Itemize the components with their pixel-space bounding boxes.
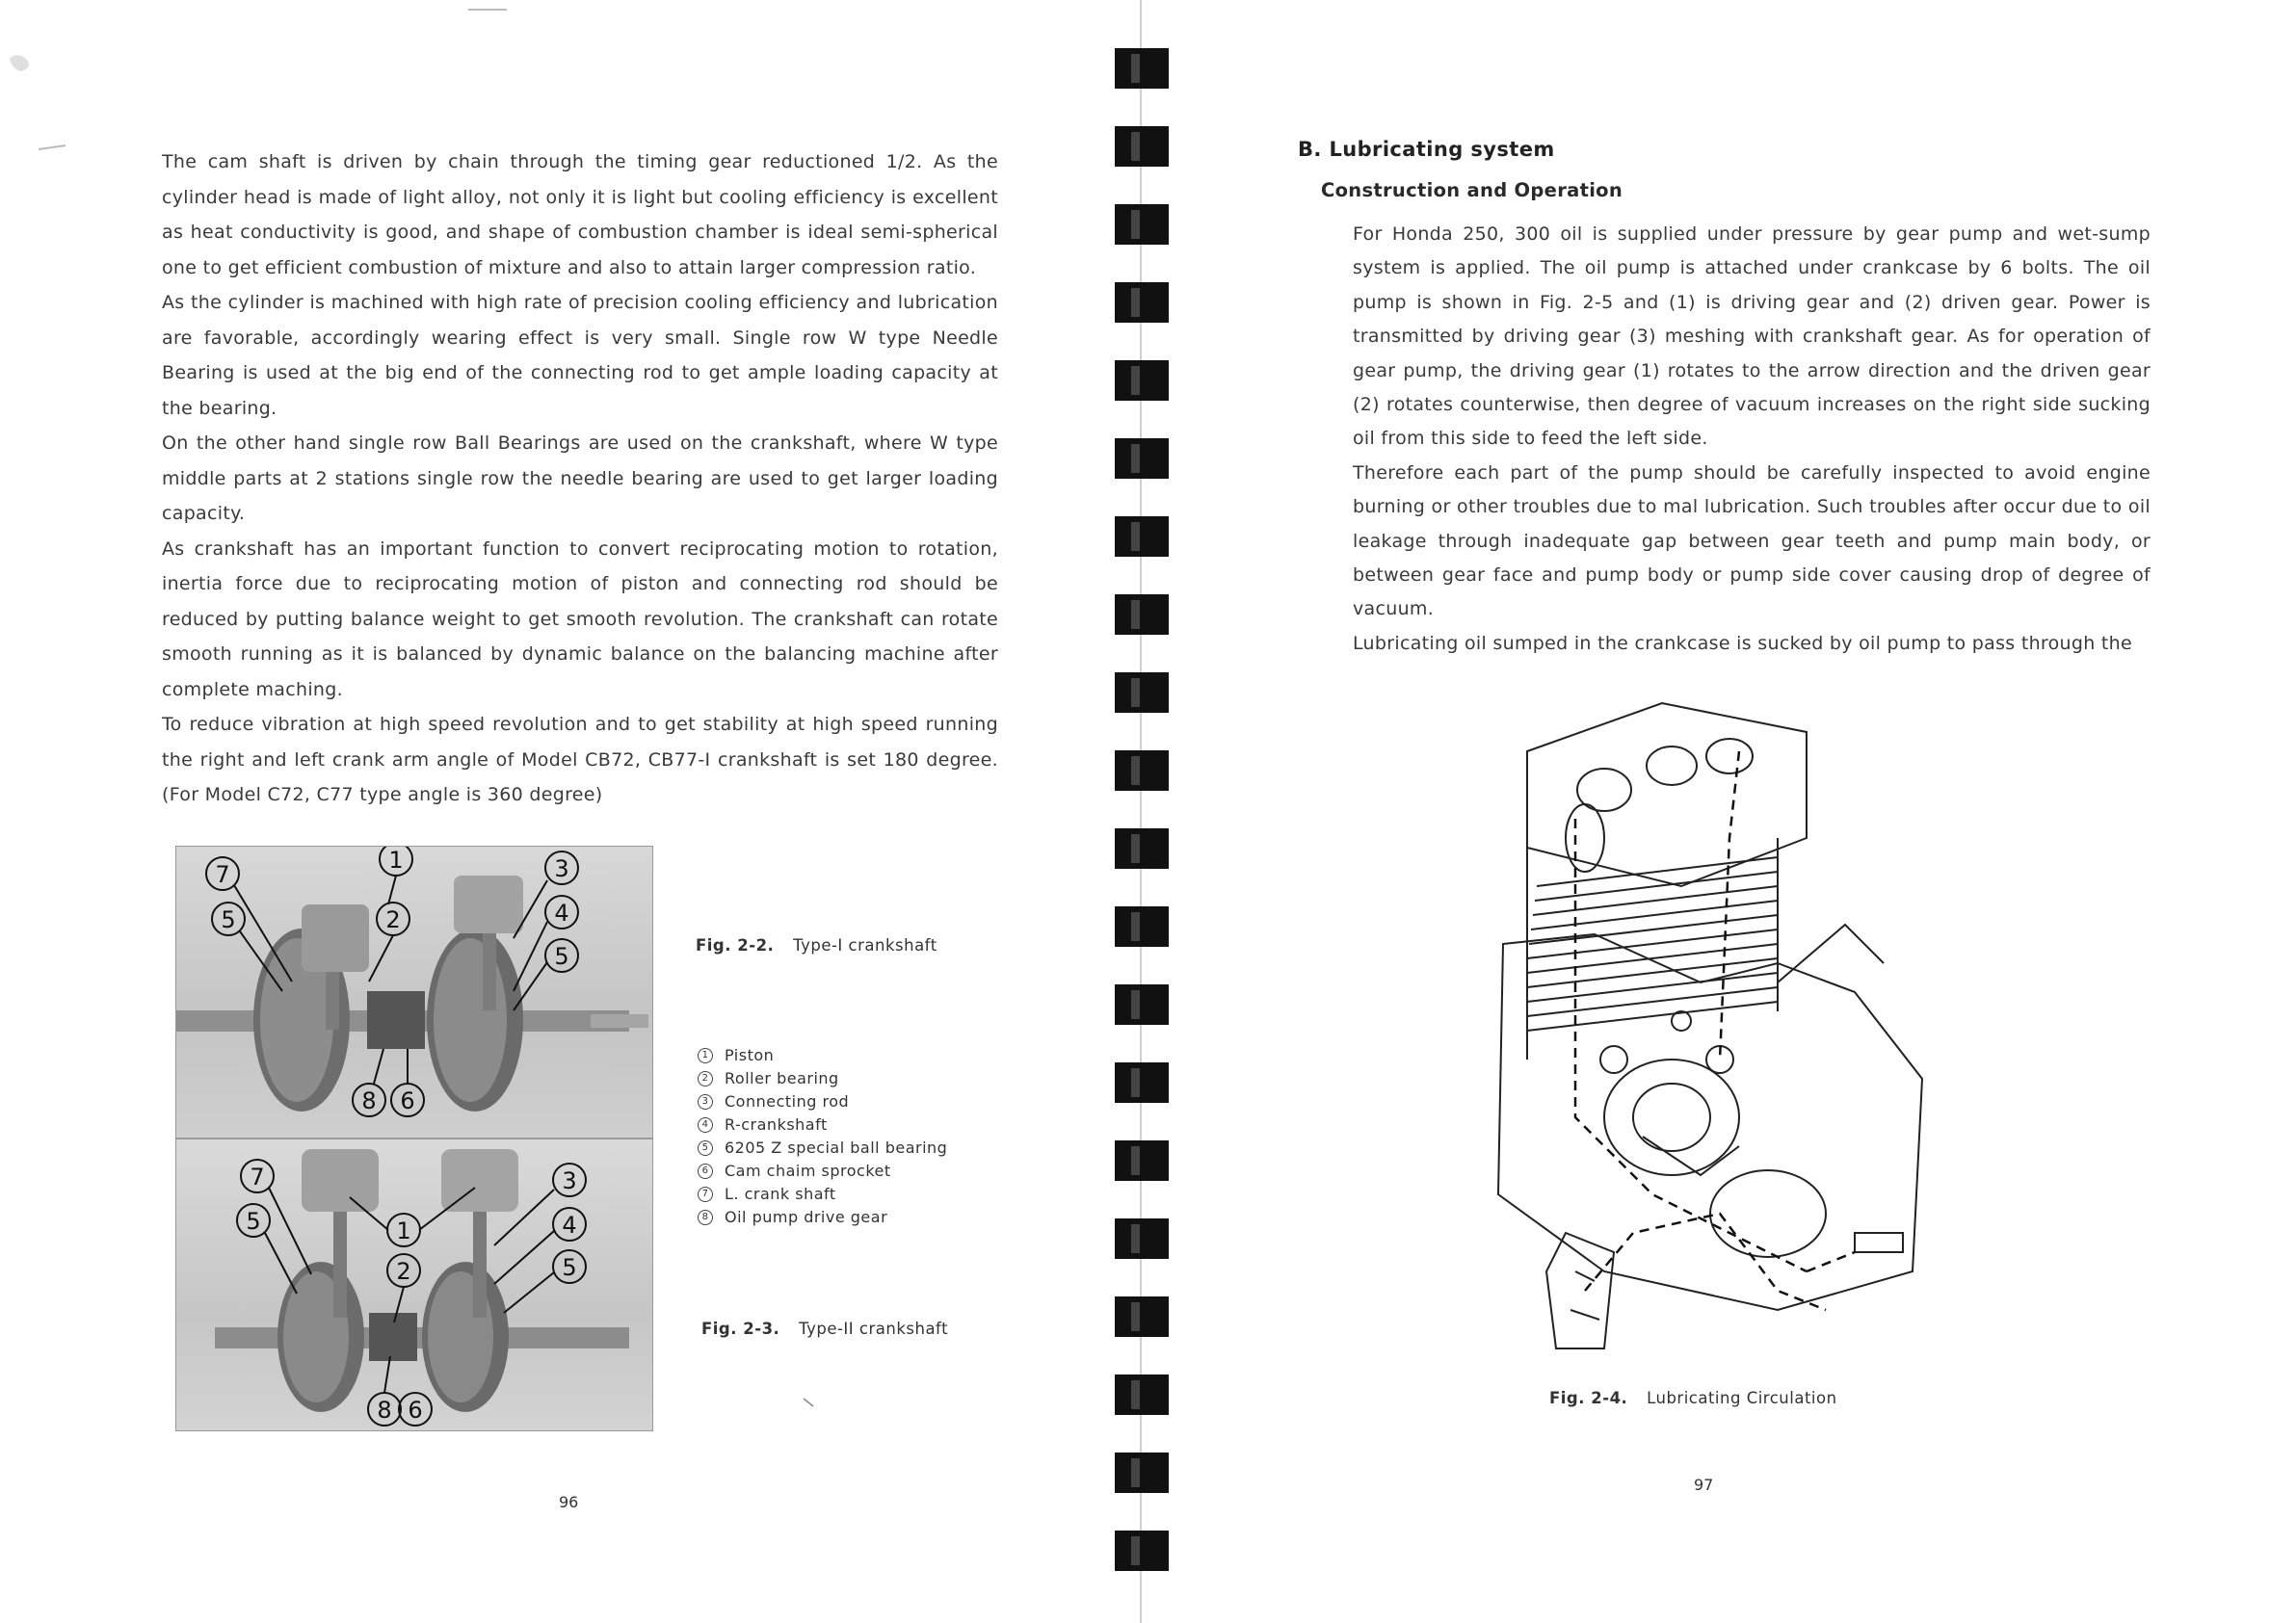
fig-2-4-text: Lubricating Circulation (1647, 1389, 1837, 1407)
right-page-number: 97 (1694, 1476, 1714, 1494)
callout-1b: 1 (396, 1217, 411, 1244)
fig-2-3-number: Fig. 2-3. (701, 1320, 780, 1338)
left-paragraph-1: The cam shaft is driven by chain through the timing gear reductioned 1/2. As the cylinder head is made of light alloy, not only it is light but cooling efficiency is excellent as heat conductivity is good, and shape of combustion chamber is ideal semi-spherical one to get efficient combustion of mixture and also to attain larger compression ratio. (162, 151, 998, 278)
legend-label: Cam chaim sprocket (725, 1162, 891, 1180)
callout-4: 4 (554, 900, 569, 927)
callout-5d: 5 (562, 1254, 577, 1281)
right-paragraph-3: Lubricating oil sumped in the crankcase is sucked by oil pump to pass through the (1353, 632, 2132, 654)
left-paragraph-4: As crankshaft has an important function to convert reciprocating motion to rotation, inertia force due to reciprocating motion of piston and connecting rod should be reduced by putting balance weight to get smooth revolution. The crankshaft can rotate smooth running as it is balanced by dynamic balance on the balancing machine after complete maching. (162, 537, 998, 700)
fig-2-4-caption (1549, 1389, 1837, 1407)
callout-7: 7 (215, 861, 230, 888)
type2-callouts (176, 1139, 652, 1430)
legend-number: 7 (698, 1187, 713, 1202)
fig-2-2-caption (696, 936, 937, 955)
callout-5c: 5 (246, 1208, 261, 1235)
right-paragraph-2: Therefore each part of the pump should be carefully inspected to avoid engine burning or other troubles due to mal lubrication. Such troubles after occur due to oil leakage through inadequate gap between gear teeth and pump main body, or between gear face and pump body or pump side cover causing drop of degree of vacuum. (1353, 461, 2151, 620)
type1-callouts (176, 847, 652, 1138)
crankshaft-type1-photo (175, 846, 653, 1139)
legend-item (698, 1113, 947, 1137)
legend-number: 3 (698, 1094, 713, 1110)
callout-4b: 4 (562, 1212, 577, 1239)
legend-label: Oil pump drive gear (725, 1208, 888, 1226)
legend-label: 6205 Z special ball bearing (725, 1139, 948, 1157)
crankshaft-type2-photo (175, 1139, 653, 1431)
legend-item (698, 1044, 947, 1067)
legend-label: Piston (725, 1046, 775, 1064)
fig-2-4-number: Fig. 2-4. (1549, 1389, 1628, 1407)
fig-2-3-text: Type-II crankshaft (799, 1320, 949, 1338)
legend-number: 6 (698, 1164, 713, 1179)
left-paragraph-3: On the other hand single row Ball Bearings are used on the crankshaft, where W type middle parts at 2 stations single row the needle bearing are used to get larger loading capacity. (162, 432, 998, 524)
legend-label: R-crankshaft (725, 1115, 828, 1134)
section-subheading: Construction and Operation (1321, 179, 1623, 201)
fig-2-2-text: Type-I crankshaft (793, 936, 937, 955)
scan-smudge (0, 0, 77, 173)
crankshaft-parts-legend (698, 1044, 947, 1229)
legend-number: 4 (698, 1117, 713, 1133)
callout-8: 8 (361, 1087, 377, 1114)
legend-label: Roller bearing (725, 1069, 839, 1087)
callout-5: 5 (221, 906, 236, 933)
lubrication-circulation-diagram (1489, 694, 1927, 1358)
callout-1: 1 (388, 847, 404, 874)
legend-item (698, 1206, 947, 1229)
legend-number: 2 (698, 1071, 713, 1086)
scan-mark-top (468, 0, 526, 15)
legend-item (698, 1067, 947, 1090)
left-paragraph-5: To reduce vibration at high speed revolution and to get stability at high speed running the right and left crank arm angle of Model CB72, CB77-I crankshaft is set 180 degree. (For Model C72, C77 type angle is 360 degree) (162, 714, 998, 805)
legend-number: 8 (698, 1210, 713, 1225)
right-body-text (1353, 218, 2151, 661)
section-heading: B. Lubricating system (1298, 138, 1555, 161)
left-paragraph-2: As the cylinder is machined with high rate of precision cooling efficiency and lubrication are favorable, accordingly wearing effect is very small. Single row W type Needle Bearing is used at the big end of the connecting rod to get ample loading capacity at the bearing. (162, 292, 998, 419)
left-page-number: 96 (559, 1493, 579, 1511)
legend-item (698, 1090, 947, 1113)
legend-number: 1 (698, 1048, 713, 1063)
callout-6b: 6 (408, 1397, 423, 1424)
callout-2: 2 (385, 906, 401, 933)
right-paragraph-1: For Honda 250, 300 oil is supplied under pressure by gear pump and wet-sump system is applied. The oil pump is attached under crankcase by 6 bolts. The oil pump is shown in Fig. 2-5 and (1) is driving gear and (2) driven gear. Power is transmitted by driving gear (3) meshing with crankshaft gear. As for operation of gear pump, the driving gear (1) rotates to the arrow direction and the driven gear (2) rotates counterwise, then degree of vacuum increases on the right side sucking oil from this side to feed the left side. (1353, 223, 2151, 450)
callout-6: 6 (400, 1087, 415, 1114)
legend-item (698, 1183, 947, 1206)
callout-3: 3 (554, 855, 569, 882)
fig-2-3-caption (701, 1320, 948, 1338)
legend-label: Connecting rod (725, 1092, 850, 1111)
fig-2-2-number: Fig. 2-2. (696, 936, 775, 955)
callout-3b: 3 (562, 1167, 577, 1194)
scan-tick (802, 1397, 821, 1416)
callout-5b: 5 (554, 943, 569, 970)
legend-item (698, 1160, 947, 1183)
callout-2b: 2 (396, 1258, 411, 1285)
legend-item (698, 1137, 947, 1160)
legend-number: 5 (698, 1140, 713, 1156)
callout-7b: 7 (250, 1164, 265, 1191)
legend-label: L. crank shaft (725, 1185, 836, 1203)
callout-8b: 8 (377, 1397, 392, 1424)
left-body-text (162, 144, 998, 813)
